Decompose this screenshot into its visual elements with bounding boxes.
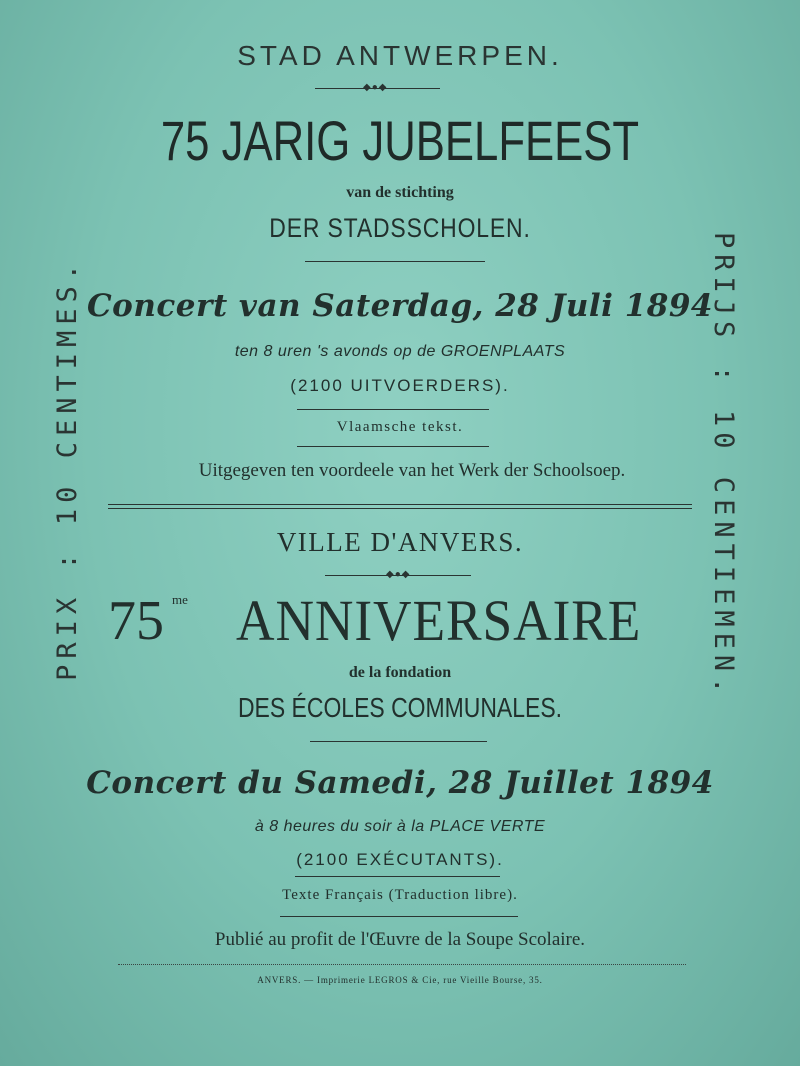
- imprint: ANVERS. — Imprimerie LEGROS & Cie, rue Vieille Bourse, 35.: [257, 975, 543, 985]
- rule-7: [280, 916, 518, 917]
- french-ordinal-suffix: me: [172, 592, 188, 607]
- rule-4: [297, 446, 489, 447]
- flemish-performers: (2100 UITVOERDERS).: [290, 376, 510, 395]
- section-divider: [108, 504, 692, 509]
- flemish-publisher: Uitgegeven ten voordeele van het Werk der Schoolsoep.: [198, 460, 626, 481]
- flemish-title: 75 JARIG JUBELFEEST: [160, 109, 640, 172]
- right-price-label: PRIJS : 10 CENTIEMEN.: [708, 232, 739, 700]
- flemish-city: STAD ANTWERPEN.: [237, 40, 563, 71]
- french-time-place: à 8 heures du soir à la PLACE VERTE: [254, 818, 546, 835]
- flemish-concert: Concert van Saterdag, 28 Juli 1894: [87, 288, 713, 324]
- flemish-schools: DER STADSSCHOLEN.: [269, 213, 531, 243]
- french-performers: (2100 EXÉCUTANTS).: [296, 850, 504, 869]
- flemish-subtitle: van de stichting: [346, 184, 454, 201]
- rule-2: [305, 261, 485, 262]
- rule-3: [297, 409, 489, 410]
- french-subtitle: de la fondation: [348, 664, 452, 681]
- rule-6: [295, 876, 500, 877]
- left-price-label: PRIX : 10 CENTIMES.: [52, 258, 83, 681]
- french-publisher: Publié au profit de l'Œuvre de la Soupe Scolaire.: [214, 929, 586, 950]
- flemish-text-note: Vlaamsche tekst.: [336, 419, 464, 435]
- french-title: ANNIVERSAIRE: [236, 588, 642, 653]
- french-heading: [108, 588, 698, 660]
- ornament-2: ◆●◆: [386, 569, 411, 580]
- ornament-1: ◆●◆: [363, 82, 388, 93]
- rule-5: [310, 741, 487, 742]
- french-city: VILLE D'ANVERS.: [276, 527, 524, 557]
- french-text-note: Texte Français (Traduction libre).: [282, 887, 518, 903]
- imprint-divider: [118, 964, 686, 965]
- french-concert: Concert du Samedi, 28 Juillet 1894: [86, 765, 714, 801]
- french-schools: DES ÉCOLES COMMUNALES.: [237, 692, 563, 723]
- flemish-time-place: ten 8 uren 's avonds op de GROENPLAATS: [234, 343, 566, 360]
- french-ordinal-number: 75: [108, 590, 164, 652]
